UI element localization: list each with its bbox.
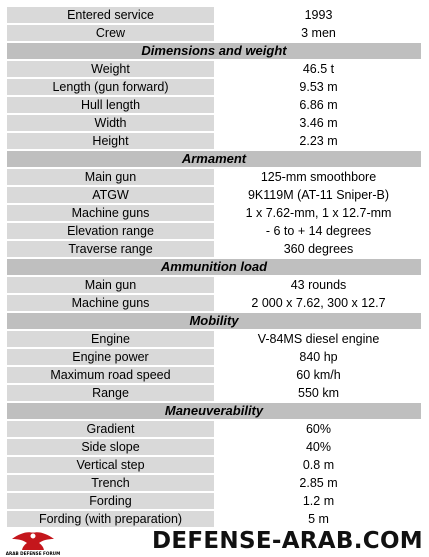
spec-label: Main gun bbox=[7, 169, 214, 185]
spec-label: Machine guns bbox=[7, 295, 214, 311]
spec-value: V-84MS diesel engine bbox=[216, 331, 421, 347]
spec-label: Hull length bbox=[7, 97, 214, 113]
spec-row bbox=[7, 367, 421, 383]
spec-row bbox=[7, 205, 421, 221]
spec-value: 60% bbox=[216, 421, 421, 437]
section-title: Mobility bbox=[7, 313, 421, 329]
spec-table bbox=[5, 5, 423, 529]
spec-value: 1993 bbox=[216, 7, 421, 23]
spec-value: 125-mm smoothbore bbox=[216, 169, 421, 185]
spec-value: 60 km/h bbox=[216, 367, 421, 383]
section-header bbox=[7, 403, 421, 419]
spec-label: Maximum road speed bbox=[7, 367, 214, 383]
section-title: Dimensions and weight bbox=[7, 43, 421, 59]
spec-row bbox=[7, 241, 421, 257]
spec-row bbox=[7, 169, 421, 185]
spec-label: Main gun bbox=[7, 277, 214, 293]
spec-value: 1.2 m bbox=[216, 493, 421, 509]
spec-value: 840 hp bbox=[216, 349, 421, 365]
spec-label: Entered service bbox=[7, 7, 214, 23]
section-title: Ammunition load bbox=[7, 259, 421, 275]
spec-value: 43 rounds bbox=[216, 277, 421, 293]
eagle-emblem-icon bbox=[4, 527, 62, 557]
spec-table-body bbox=[7, 7, 421, 527]
watermark-text: DEFENSE-ARAB.COM bbox=[152, 528, 423, 554]
spec-value: 6.86 m bbox=[216, 97, 421, 113]
spec-row bbox=[7, 97, 421, 113]
spec-label: Length (gun forward) bbox=[7, 79, 214, 95]
spec-label: Traverse range bbox=[7, 241, 214, 257]
spec-row bbox=[7, 457, 421, 473]
spec-row bbox=[7, 385, 421, 401]
spec-value: 550 km bbox=[216, 385, 421, 401]
spec-row bbox=[7, 421, 421, 437]
spec-label: Fording bbox=[7, 493, 214, 509]
spec-value: 40% bbox=[216, 439, 421, 455]
section-header bbox=[7, 259, 421, 275]
spec-value: 0.8 m bbox=[216, 457, 421, 473]
spec-value: 2.85 m bbox=[216, 475, 421, 491]
watermark bbox=[0, 527, 429, 557]
spec-label: Height bbox=[7, 133, 214, 149]
section-title: Maneuverability bbox=[7, 403, 421, 419]
spec-label: Gradient bbox=[7, 421, 214, 437]
spec-label: Crew bbox=[7, 25, 214, 41]
spec-row bbox=[7, 277, 421, 293]
spec-row bbox=[7, 475, 421, 491]
spec-label: ATGW bbox=[7, 187, 214, 203]
spec-row bbox=[7, 331, 421, 347]
spec-row bbox=[7, 295, 421, 311]
spec-value: 46.5 t bbox=[216, 61, 421, 77]
spec-label: Engine bbox=[7, 331, 214, 347]
spec-label: Trench bbox=[7, 475, 214, 491]
spec-row bbox=[7, 115, 421, 131]
spec-label: Weight bbox=[7, 61, 214, 77]
spec-row bbox=[7, 61, 421, 77]
spec-label: Fording (with preparation) bbox=[7, 511, 214, 527]
spec-row bbox=[7, 439, 421, 455]
spec-value: 3 men bbox=[216, 25, 421, 41]
spec-value: 9K119M (AT-11 Sniper-B) bbox=[216, 187, 421, 203]
spec-row bbox=[7, 511, 421, 527]
spec-value: 2.23 m bbox=[216, 133, 421, 149]
section-header bbox=[7, 43, 421, 59]
spec-row bbox=[7, 133, 421, 149]
spec-label: Vertical step bbox=[7, 457, 214, 473]
spec-row bbox=[7, 187, 421, 203]
logo-caption: ARAB DEFENSE FORUM bbox=[5, 551, 61, 556]
section-header bbox=[7, 151, 421, 167]
spec-row bbox=[7, 223, 421, 239]
spec-value: 5 m bbox=[216, 511, 421, 527]
spec-row bbox=[7, 493, 421, 509]
section-title: Armament bbox=[7, 151, 421, 167]
spec-label: Elevation range bbox=[7, 223, 214, 239]
spec-value: 2 000 x 7.62, 300 x 12.7 bbox=[216, 295, 421, 311]
spec-value: 3.46 m bbox=[216, 115, 421, 131]
spec-label: Width bbox=[7, 115, 214, 131]
spec-label: Range bbox=[7, 385, 214, 401]
spec-value: 1 x 7.62-mm, 1 x 12.7-mm bbox=[216, 205, 421, 221]
spec-value: 360 degrees bbox=[216, 241, 421, 257]
spec-row bbox=[7, 7, 421, 23]
spec-value: - 6 to + 14 degrees bbox=[216, 223, 421, 239]
spec-label: Side slope bbox=[7, 439, 214, 455]
spec-label: Machine guns bbox=[7, 205, 214, 221]
spec-value: 9.53 m bbox=[216, 79, 421, 95]
section-header bbox=[7, 313, 421, 329]
spec-label: Engine power bbox=[7, 349, 214, 365]
spec-row bbox=[7, 25, 421, 41]
spec-row bbox=[7, 349, 421, 365]
spec-row bbox=[7, 79, 421, 95]
